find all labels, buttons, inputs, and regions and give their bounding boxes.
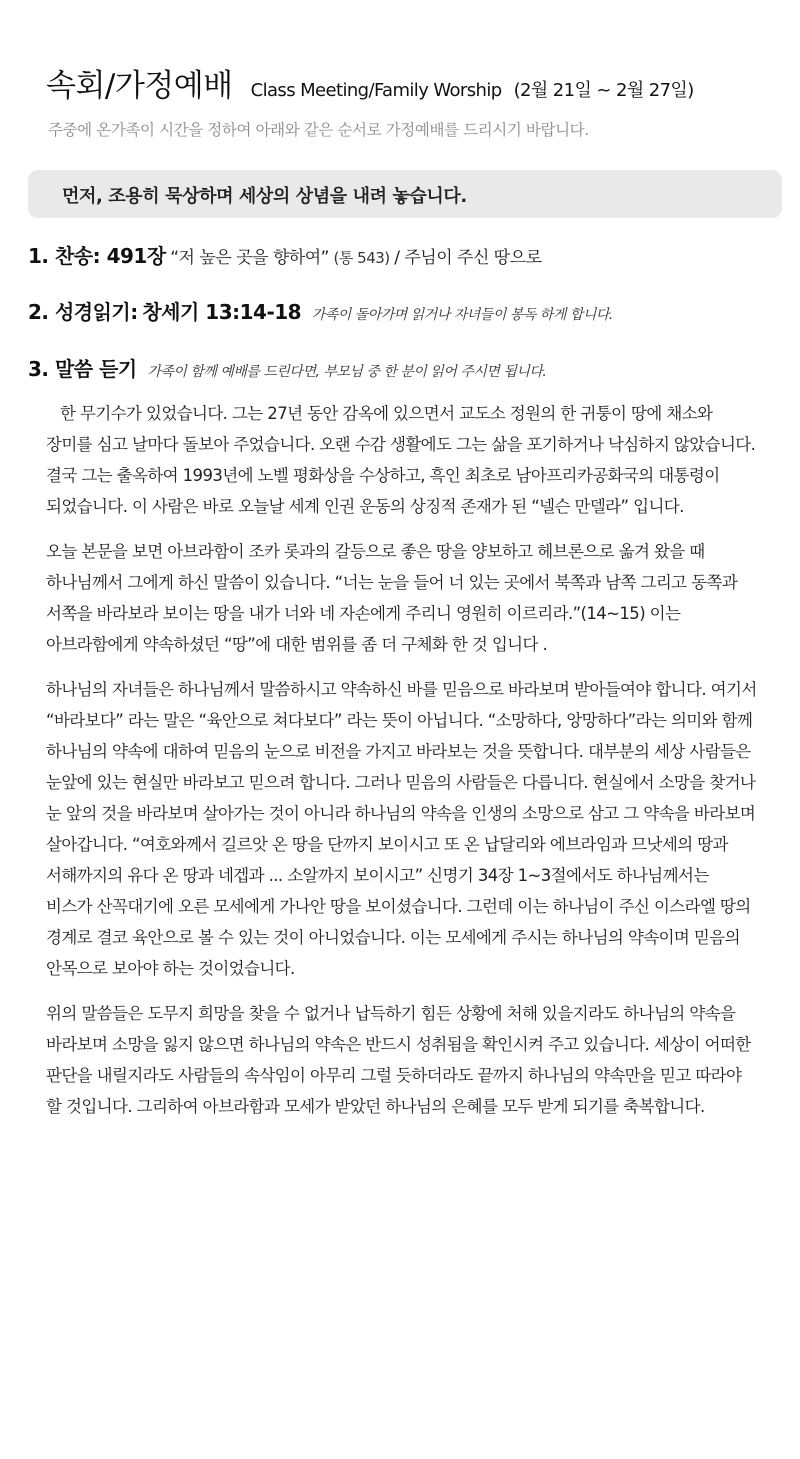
page-title-english: Class Meeting/Family Worship [250,80,502,101]
meditation-banner [28,170,782,218]
date-range: (2월 21일 ~ 2월 27일) [513,80,694,101]
reading-reference: 창세기 13:14-18 [142,300,302,324]
sermon-item [28,353,546,382]
sermon-paragraph: 위의 말씀들은 도무지 희망을 찾을 수 없거나 납득하기 힘든 상황에 처해 있을지라도 하나님의 약속을 바라보며 소망을 잃지 않으면 하나님의 약속은 반드시 성취됨을 확인시켜 주고 있습니다. 세상이 어떠한 판단을 내릴지라도 사람들의 속삭임이 아무리 그럴 듯하더라도 끝까지 하나님의 약속만을 믿고 따라야 할 것입니다. 그리하여 아브라함과 모세가 받았던 하나님의 은혜를 모두 받게 되기를 축복합니다. [46,1004,751,1116]
hymn-label: 1. 찬송: 491장 [28,244,166,268]
hymn-title: “저 높은 곳을 향하여” [170,248,329,268]
sermon-label: 3. 말씀 듣기 [28,357,137,381]
hymn-extra: / 주님이 주신 땅으로 [394,248,542,268]
sermon-paragraph: 한 무기수가 있었습니다. 그는 27년 동안 감옥에 있으면서 교도소 정원의 한 귀퉁이 땅에 채소와 장미를 심고 날마다 돌보아 주었습니다. 오랜 수감 생활에도 그는 삶을 포기하거나 낙심하지 않았습니다. 결국 그는 출옥하여 1993년에 노벨 평화상을 수상하고, 흑인 최초로 남아프리카공화국의 대통령이 되었습니다. 이 사람은 바로 오늘날 세계 인권 운동의 상징적 존재가 된 “넬슨 만델라” 입니다. [46,404,756,516]
reading-note: 가족이 돌아가며 읽거나 자녀들이 봉독 하게 합니다. [311,307,613,323]
reading-item [28,296,613,325]
sermon-body [46,398,758,1136]
hymn-item [28,240,542,269]
title-row [46,60,786,105]
sermon-paragraph: 하나님의 자녀들은 하나님께서 말씀하시고 약속하신 바를 믿음으로 바라보며 받아들여야 합니다. 여기서 “바라보다” 라는 말은 “육안으로 쳐다보다” 라는 뜻이 아닙니다. “소망하다, 앙망하다”라는 의미와 함께 하나님의 약속에 대하여 믿음의 눈으로 비전을 가지고 바라보는 것을 뜻합니다. 대부분의 세상 사람들은 눈앞에 있는 현실만 바라보고 믿으려 합니다. 그러나 믿음의 사람들은 다릅니다. 현실에서 소망을 찾거나 눈 앞의 것을 바라보며 살아가는 것이 아니라 하나님의 약속을 인생의 소망으로 삼고 그 약속을 바라보며 살아갑니다. “여호와께서 길르앗 온 땅을 단까지 보이시고 또 온 납달리와 에브라임과 므낫세의 땅과 서해까지의 유다 온 땅과 네겝과 ... 소알까지 보이시고” 신명기 34장 1~3절에서도 하나님께서는 비스가 산꼭대기에 오른 모세에게 가나안 땅을 보이셨습니다. 그런데 이는 하나님이 주신 이스라엘 땅의 경계로 결코 육안으로 볼 수 있는 것이 아니었습니다. 이는 모세에게 주시는 하나님의 약속이며 믿음의 안목으로 보아야 하는 것이었습니다. [46,680,757,978]
hymn-alt-number: (통 543) [333,249,390,267]
sermon-note: 가족이 함께 예배를 드린다면, 부모님 중 한 분이 읽어 주시면 됩니다. [147,364,547,380]
sermon-paragraph: 오늘 본문을 보면 아브라함이 조카 롯과의 갈등으로 좋은 땅을 양보하고 헤브론으로 옮겨 왔을 때 하나님께서 그에게 하신 말씀이 있습니다. “너는 눈을 들어 너 있는 곳에서 북쪽과 남쪽 그리고 동쪽과 서쪽을 바라보라 보이는 땅을 내가 너와 네 자손에게 주리니 영원히 이르리라.”(14~15) 이는 아브라함에게 약속하셨던 “땅”에 대한 범위를 좀 더 구체화 한 것 입니다 . [46,542,738,654]
page-title: 속회/가정예배 [46,68,233,104]
meditation-banner-text: 먼저, 조용히 묵상하며 세상의 상념을 내려 놓습니다. [62,186,467,207]
reading-label: 2. 성경읽기: [28,300,138,324]
page-subtitle: 주중에 온가족이 시간을 정하여 아래와 같은 순서로 가정예배를 드리시기 바랍니다. [48,121,589,139]
